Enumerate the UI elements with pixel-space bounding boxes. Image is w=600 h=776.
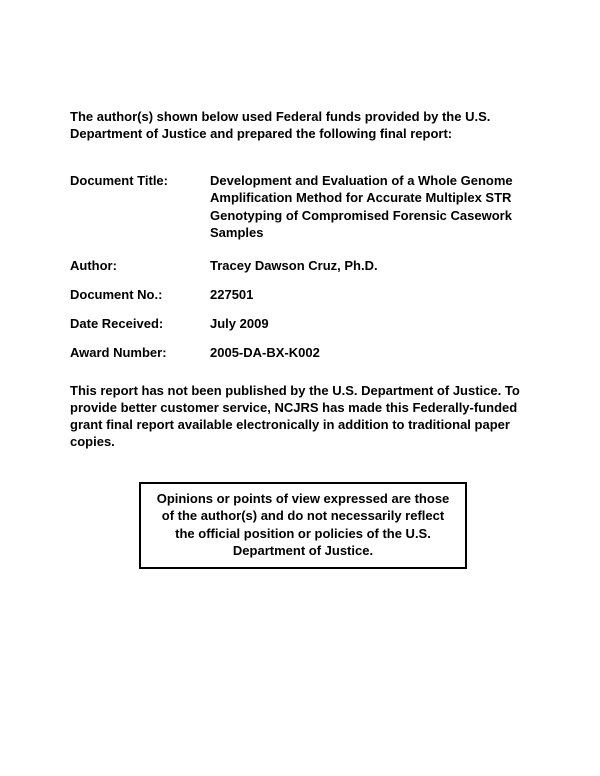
author-value: Tracey Dawson Cruz, Ph.D.: [210, 257, 378, 273]
document-title-label: Document Title:: [70, 173, 168, 189]
opinions-disclaimer-box: Opinions or points of view expressed are those of the author(s) and do not necessarily reflect the official position or policies of the U.S. Department of Justice.: [139, 482, 467, 569]
field-row-date-received: [70, 315, 536, 332]
field-row-author: [70, 257, 536, 274]
author-label: Author:: [70, 257, 117, 273]
field-row-award-number: [70, 344, 536, 361]
funding-statement: The author(s) shown below used Federal funds provided by the U.S. Department of Justice and prepared the following final report:: [70, 109, 491, 142]
field-row-document-no: [70, 286, 536, 303]
document-no-label: Document No.:: [70, 287, 163, 303]
date-received-value: July 2009: [210, 316, 269, 332]
document-title-value: Development and Evaluation of a Whole Genome Amplification Method for Accurate Multiplex STR Genotyping of Compromised Forensic Casework Samples: [210, 173, 513, 240]
date-received-label: Date Received:: [70, 316, 164, 332]
award-number-value: 2005-DA-BX-K002: [210, 345, 320, 361]
publication-status-paragraph: This report has not been published by the U.S. Department of Justice. To provide better customer service, NCJRS has made this Federally-funded grant final report available electronically in addition to traditional paper copies.: [70, 382, 520, 450]
award-number-label: Award Number:: [70, 345, 167, 361]
field-row-document-title: [70, 172, 536, 241]
document-no-value: 227501: [210, 287, 254, 303]
